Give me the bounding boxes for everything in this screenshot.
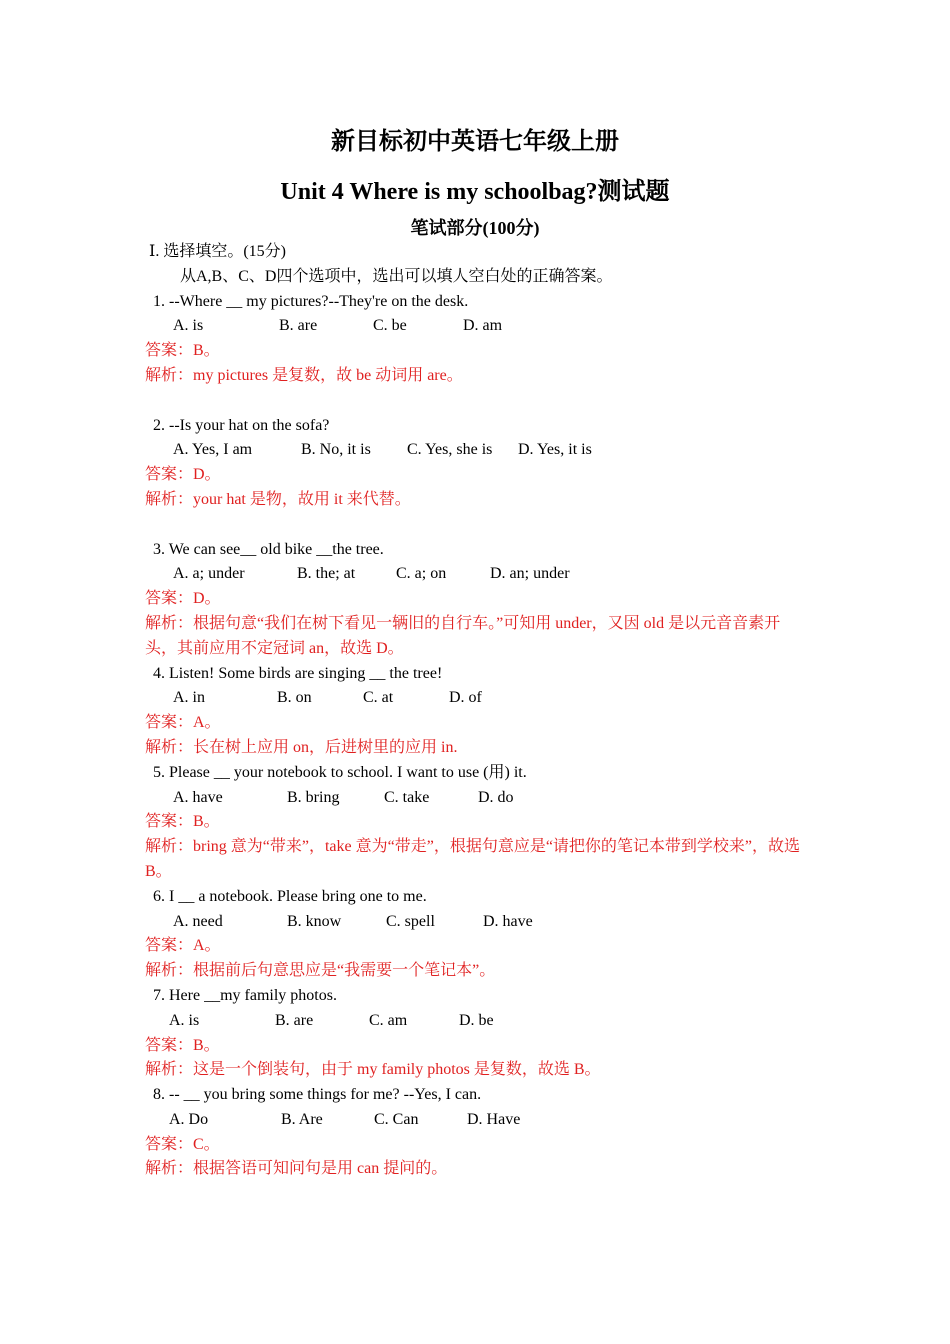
answer-text: 答案：A。 bbox=[145, 937, 221, 955]
explanation-text: 解析：根据答语可知问句是用 can 提问的。 bbox=[145, 1160, 448, 1178]
option: C. Yes, she is bbox=[407, 441, 493, 459]
options-row bbox=[145, 1009, 810, 1034]
doc-title: 新目标初中英语七年级上册 bbox=[331, 129, 619, 155]
option: D. be bbox=[459, 1011, 494, 1029]
option: C. take bbox=[384, 788, 430, 806]
answer-text: 答案：D。 bbox=[145, 590, 221, 608]
option: C. a; on bbox=[396, 565, 447, 583]
option: C. Can bbox=[374, 1110, 419, 1128]
option: B. are bbox=[275, 1011, 314, 1029]
option: B. know bbox=[287, 912, 342, 930]
options-row bbox=[145, 786, 810, 811]
option: A. need bbox=[173, 912, 223, 930]
doc-subtitle: Unit 4 Where is my schoolbag?测试题 bbox=[280, 179, 670, 205]
question-list bbox=[145, 240, 810, 1182]
answer-text: 答案：C。 bbox=[145, 1135, 220, 1153]
question-stem: 6. I __ a notebook. Please bring one to me. bbox=[153, 887, 427, 905]
question-stem: 5. Please __ your notebook to school. I want to use (用) it. bbox=[153, 763, 527, 781]
options-row bbox=[145, 314, 810, 339]
option: C. at bbox=[363, 689, 394, 707]
answer-text: 答案：A。 bbox=[145, 714, 221, 732]
options-row bbox=[145, 686, 810, 711]
answer-text: 答案：B。 bbox=[145, 1036, 220, 1054]
option: D. of bbox=[449, 689, 482, 707]
explanation-text: 解析：长在树上应用 on，后进树里的应用 in. bbox=[145, 738, 458, 756]
instruction-text: 从A,B、C、D四个选项中，选出可以填人空白处的正确答案。 bbox=[180, 267, 613, 285]
option: A. is bbox=[169, 1011, 200, 1029]
option: D. am bbox=[463, 317, 503, 335]
answer-text: 答案：B。 bbox=[145, 342, 220, 360]
option: D. Have bbox=[467, 1110, 521, 1128]
spacer bbox=[145, 513, 810, 538]
explanation-text: 解析：根据前后句意思应是“我需要一个笔记本”。 bbox=[145, 962, 496, 980]
option: B. No, it is bbox=[301, 441, 371, 459]
option: A. have bbox=[173, 788, 223, 806]
options-row bbox=[145, 562, 810, 587]
option: D. do bbox=[478, 788, 514, 806]
option: A. Do bbox=[169, 1110, 209, 1128]
option: A. is bbox=[173, 317, 204, 335]
option: D. Yes, it is bbox=[518, 441, 592, 459]
answer-text: 答案：B。 bbox=[145, 813, 220, 831]
options-row bbox=[145, 1108, 810, 1133]
option: B. are bbox=[279, 317, 318, 335]
explanation-text: 解析：your hat 是物，故用 it 来代替。 bbox=[145, 490, 411, 508]
options-row bbox=[145, 438, 810, 463]
option: D. an; under bbox=[490, 565, 570, 583]
option: D. have bbox=[483, 912, 533, 930]
option: A. a; under bbox=[173, 565, 245, 583]
option: C. spell bbox=[386, 912, 435, 930]
option: B. Are bbox=[281, 1110, 323, 1128]
question-stem: 8. -- __ you bring some things for me? --Yes, I can. bbox=[153, 1086, 482, 1104]
option: A. in bbox=[173, 689, 205, 707]
question-stem: 3. We can see__ old bike __the tree. bbox=[153, 540, 384, 558]
answer-text: 答案：D。 bbox=[145, 466, 221, 484]
options-row bbox=[145, 910, 810, 935]
question-stem: 4. Listen! Some birds are singing __ the tree! bbox=[153, 664, 443, 682]
question-stem: 7. Here __my family photos. bbox=[153, 986, 337, 1004]
explanation-text: 解析：bring 意为“带来”，take 意为“带走”，根据句意应是“请把你的笔记本带到学校来”，故选 B。 bbox=[145, 838, 801, 880]
spacer bbox=[145, 389, 810, 414]
option: B. the; at bbox=[297, 565, 356, 583]
option: A. Yes, I am bbox=[173, 441, 253, 459]
option: B. on bbox=[277, 689, 312, 707]
question-stem: 1. --Where __ my pictures?--They're on the desk. bbox=[153, 292, 469, 310]
section-heading: 笔试部分(100分) bbox=[410, 218, 540, 238]
option: B. bring bbox=[287, 788, 340, 806]
explanation-text: 解析：这是一个倒装句，由于 my family photos 是复数，故选 B。 bbox=[145, 1061, 601, 1079]
explanation-text: 解析：my pictures 是复数，故 be 动词用 are。 bbox=[145, 366, 463, 384]
question-stem: 2. --Is your hat on the sofa? bbox=[153, 416, 330, 434]
section-label: Ⅰ. 选择填空。(15分) bbox=[149, 243, 286, 260]
explanation-text: 解析：根据句意“我们在树下看见一辆旧的自行车。”可知用 under，又因 old 是以元音音素开头，其前应用不定冠词 an，故选 D。 bbox=[145, 614, 781, 657]
option: C. am bbox=[369, 1011, 408, 1029]
option: C. be bbox=[373, 317, 407, 335]
